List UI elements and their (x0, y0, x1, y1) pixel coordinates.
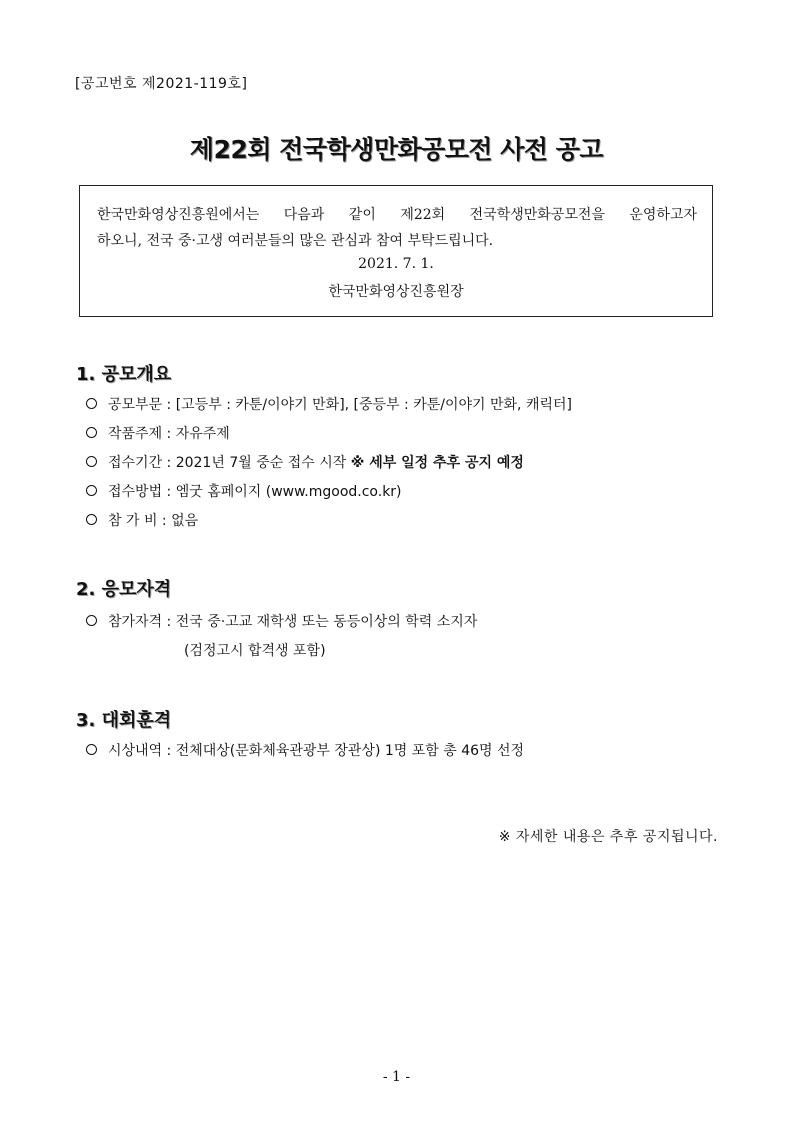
closing-note: ※ 자세한 내용은 추후 공지됩니다. (498, 829, 718, 845)
circle-bullet-icon (86, 485, 97, 496)
circle-bullet-icon (86, 398, 97, 409)
list-item (86, 740, 524, 760)
list-item (86, 423, 230, 443)
intro-text-line2: 하오니, 전국 중·고생 여러분들의 많은 관심과 참여 부탁드립니다. (97, 233, 494, 249)
section-heading-eligibility: 2. 응모자격 (76, 579, 172, 600)
list-item (86, 452, 524, 472)
overview-method: 접수방법 : 엠굿 홈페이지 (www.mgood.co.kr) (108, 484, 402, 500)
circle-bullet-icon (86, 514, 97, 525)
circle-bullet-icon (86, 456, 97, 467)
list-item (86, 394, 572, 414)
overview-period-emphasis: ※ 세부 일정 추후 공지 예정 (350, 455, 524, 471)
circle-bullet-icon (86, 744, 97, 755)
list-item (86, 611, 477, 631)
overview-theme: 작품주제 : 자유주제 (108, 426, 230, 442)
intro-box (79, 185, 713, 317)
intro-organization: 한국만화영상진흥원장 (328, 284, 464, 300)
section-heading-awards: 3. 대회훈격 (76, 710, 172, 731)
eligibility-note: (검정고시 합격생 포함) (184, 643, 326, 659)
circle-bullet-icon (86, 615, 97, 626)
overview-period: 접수기간 : 2021년 7월 중순 접수 시작 (108, 455, 347, 471)
circle-bullet-icon (86, 427, 97, 438)
overview-category: 공모부문 : [고등부 : 카툰/이야기 만화], [중등부 : 카툰/이야기 만화, 캐릭터] (108, 397, 572, 413)
section-heading-overview: 1. 공모개요 (76, 364, 172, 385)
notice-number: [공고번호 제2021-119호] (75, 76, 248, 92)
list-item (86, 510, 198, 530)
list-item (86, 481, 402, 501)
overview-fee: 참 가 비 : 없음 (108, 513, 199, 529)
page-number: - 1 - (382, 1069, 411, 1085)
intro-date: 2021. 7. 1. (358, 256, 434, 272)
awards-item: 시상내역 : 전체대상(문화체육관광부 장관상) 1명 포함 총 46명 선정 (108, 743, 525, 759)
intro-text-line1: 한국만화영상진흥원에서는 다음과 같이 제22회 전국학생만화공모전을 운영하고자 (97, 207, 697, 223)
eligibility-item: 참가자격 : 전국 중·고교 재학생 또는 동등이상의 학력 소지자 (108, 614, 478, 630)
page-title: 제22회 전국학생만화공모전 사전 공고 (189, 135, 604, 164)
